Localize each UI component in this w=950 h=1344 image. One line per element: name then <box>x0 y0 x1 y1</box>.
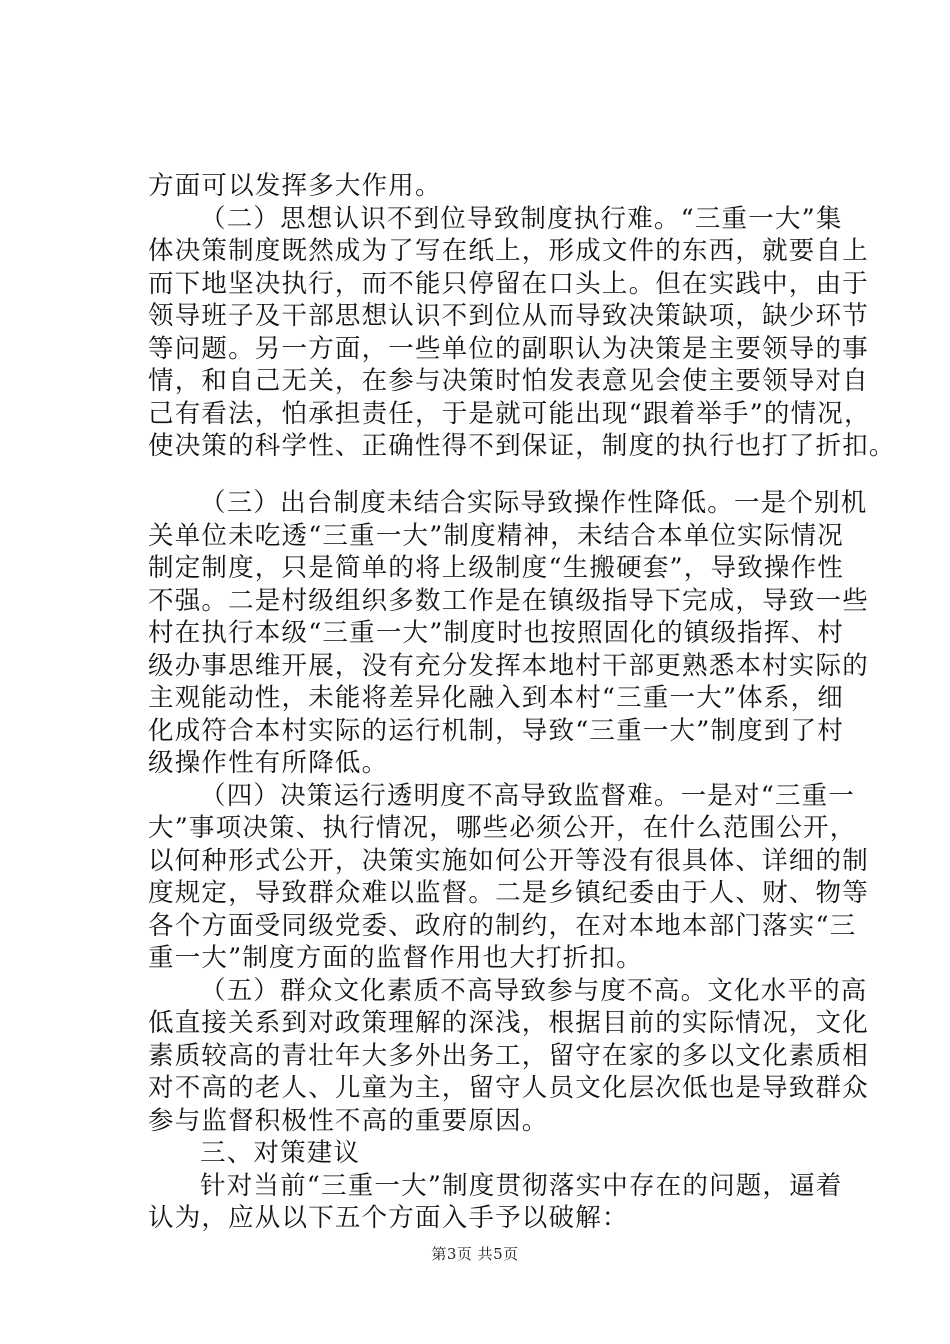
text-line: 各个方面受同级党委、政府的制约，在对本地本部门落实“三 <box>148 910 857 941</box>
text-line: 使决策的科学性、正确性得不到保证，制度的执行也打了折扣。 <box>148 431 896 461</box>
text-line: 素质较高的青壮年大多外出务工，留守在家的多以文化素质相 <box>148 1040 869 1071</box>
text-line: 认为，应从以下五个方面入手予以破解： <box>148 1203 629 1233</box>
text-line: 体决策制度既然成为了写在纸上，形成文件的东西，就要自上 <box>148 236 869 266</box>
text-line: （五）群众文化素质不高导致参与度不高。文化水平的高 <box>200 975 868 1006</box>
text-line: 大”事项决策、执行情况，哪些必须公开，在什么范围公开， <box>148 813 857 843</box>
section-heading: 三、对策建议 <box>200 1138 361 1168</box>
text-line: 度规定，导致群众难以监督。二是乡镇纪委由于人、财、物等 <box>148 878 869 908</box>
text-line: 针对当前“三重一大”制度贯彻落实中存在的问题，逼着 <box>200 1170 843 1201</box>
text-line: 制定制度，只是简单的将上级制度“生搬硬套”，导致操作性 <box>148 553 844 583</box>
text-line: 关单位未吃透“三重一大”制度精神，未结合本单位实际情况 <box>148 520 844 551</box>
text-line: （四）决策运行透明度不高导致监督难。一是对“三重一 <box>200 780 856 811</box>
text-line: 对不高的老人、儿童为主，留守人员文化层次低也是导致群众 <box>148 1073 869 1103</box>
text-line: 级操作性有所降低。 <box>148 748 389 778</box>
text-line: 领导班子及干部思想认识不到位从而导致决策缺项，缺少环节 <box>148 301 869 331</box>
page-footer: 第3页 共5页 <box>431 1245 519 1263</box>
text-line: 参与监督积极性不高的重要原因。 <box>148 1105 549 1136</box>
text-line: 而下地坚决执行，而不能只停留在口头上。但在实践中，由于 <box>148 268 869 299</box>
text-line: 己有看法，怕承担责任，于是就可能出现“跟着举手”的情况， <box>148 398 871 429</box>
text-line: 不强。二是村级组织多数工作是在镇级指导下完成，导致一些 <box>148 585 869 616</box>
text-line: 方面可以发挥多大作用。 <box>148 171 442 201</box>
text-line: 以何种形式公开，决策实施如何公开等没有很具体、详细的制 <box>148 845 869 876</box>
text-line: 主观能动性，未能将差异化融入到本村“三重一大”体系，细 <box>148 683 844 713</box>
text-line: （二）思想认识不到位导致制度执行难。“三重一大”集 <box>200 203 843 234</box>
text-line: 化成符合本村实际的运行机制，导致“三重一大”制度到了村 <box>148 715 844 746</box>
text-line: 村在执行本级“三重一大”制度时也按照固化的镇级指挥、村 <box>148 618 844 648</box>
text-line: 级办事思维开展，没有充分发挥本地村干部更熟悉本村实际的 <box>148 650 869 681</box>
text-line: 低直接关系到对政策理解的深浅，根据目前的实际情况，文化 <box>148 1008 869 1038</box>
text-line: （三）出台制度未结合实际导致操作性降低。一是个别机 <box>200 488 868 518</box>
text-line: 重一大”制度方面的监督作用也大打折扣。 <box>148 943 643 973</box>
text-block-2 <box>148 487 869 1235</box>
text-line: 等问题。另一方面，一些单位的副职认为决策是主要领导的事 <box>148 333 869 364</box>
text-block-1 <box>148 170 896 463</box>
text-line: 情，和自己无关，在参与决策时怕发表意见会使主要领导对自 <box>148 366 869 396</box>
